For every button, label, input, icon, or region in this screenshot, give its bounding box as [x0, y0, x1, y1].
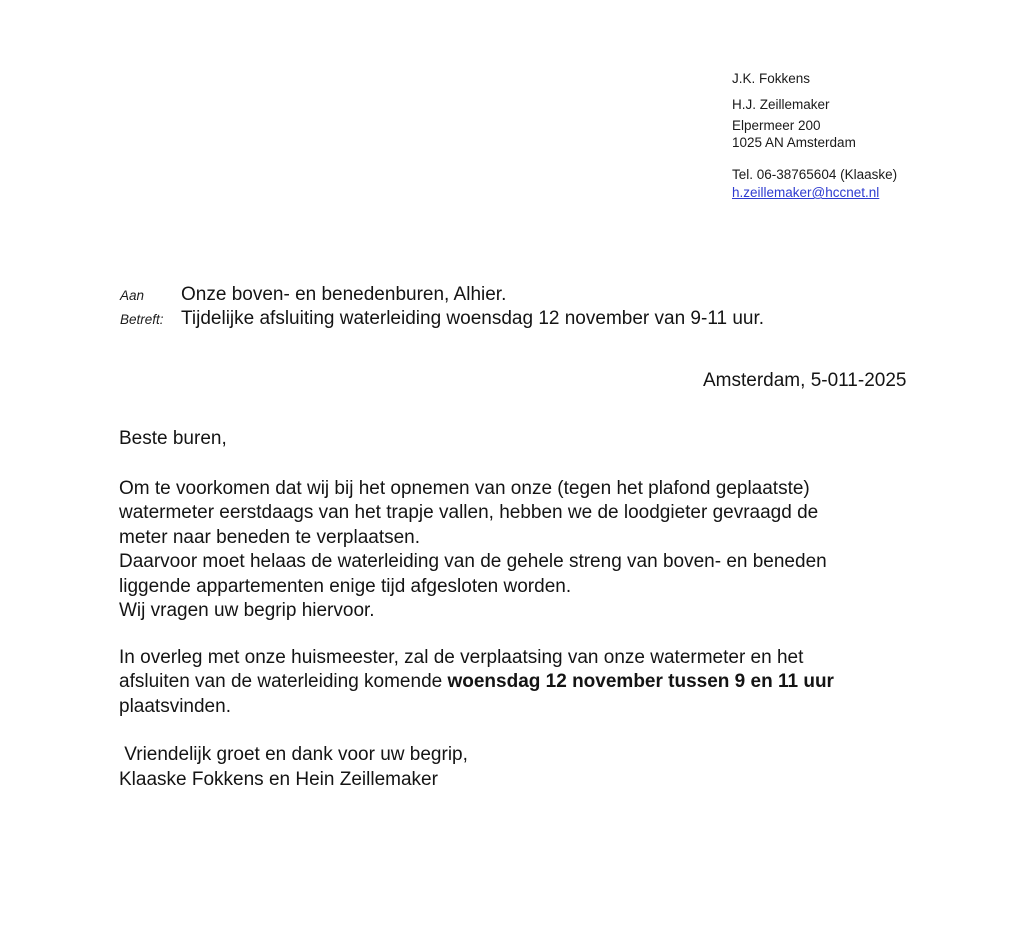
- paragraph-1-line: Om te voorkomen dat wij bij het opnemen van onze (tegen het plafond geplaatste): [119, 477, 810, 499]
- paragraph-1: [119, 477, 834, 624]
- sender-city: 1025 AN Amsterdam: [732, 135, 856, 150]
- closing-greeting: Vriendelijk groet en dank voor uw begrip,: [119, 744, 468, 765]
- sender-name-secondary: H.J. Zeillemaker: [732, 97, 830, 112]
- letter-body: [119, 427, 834, 792]
- recipient-block: [120, 284, 764, 330]
- dateline: Amsterdam, 5-011-2025: [703, 370, 907, 391]
- paragraph-1-line: liggende appartementen enige tijd afgesloten worden.: [119, 575, 572, 597]
- salutation: Beste buren,: [119, 428, 227, 449]
- to-label: Aan: [120, 288, 145, 303]
- paragraph-2-text: afsluiten van de waterleiding komende: [119, 671, 448, 692]
- subject-label: Betreft:: [120, 312, 164, 327]
- sender-block: [732, 71, 897, 200]
- paragraph-2-line: [119, 670, 834, 695]
- paragraph-1-line: Wij vragen uw begrip hiervoor.: [119, 600, 375, 621]
- paragraph-1-line: watermeter eerstdaags van het trapje vallen, hebben we de loodgieter gevraagd de: [119, 502, 819, 523]
- paragraph-2-line: In overleg met onze huismeester, zal de verplaatsing van onze watermeter en het: [119, 646, 804, 668]
- sender-phone: Tel. 06-38765604 (Klaaske): [732, 167, 898, 182]
- paragraph-1-line: meter naar beneden te verplaatsen.: [119, 526, 421, 548]
- to-value: Onze boven- en benedenburen, Alhier.: [181, 284, 507, 305]
- sender-street: Elpermeer 200: [732, 118, 821, 133]
- paragraph-1-line: Daarvoor moet helaas de waterleiding van de gehele streng van boven- en beneden: [119, 551, 827, 572]
- paragraph-2-line: plaatsvinden.: [119, 695, 231, 717]
- sender-email-link[interactable]: h.zeillemaker@hccnet.nl: [732, 185, 880, 200]
- closing-signature: Klaaske Fokkens en Hein Zeillemaker: [119, 768, 438, 790]
- closing-block: [119, 743, 834, 792]
- appointment-highlight: woensdag 12 november tussen 9 en 11 uur: [447, 671, 834, 692]
- sender-name-primary: J.K. Fokkens: [732, 71, 811, 86]
- paragraph-2: [119, 646, 834, 720]
- subject-value: Tijdelijke afsluiting waterleiding woensdag 12 november van 9-11 uur.: [181, 308, 765, 329]
